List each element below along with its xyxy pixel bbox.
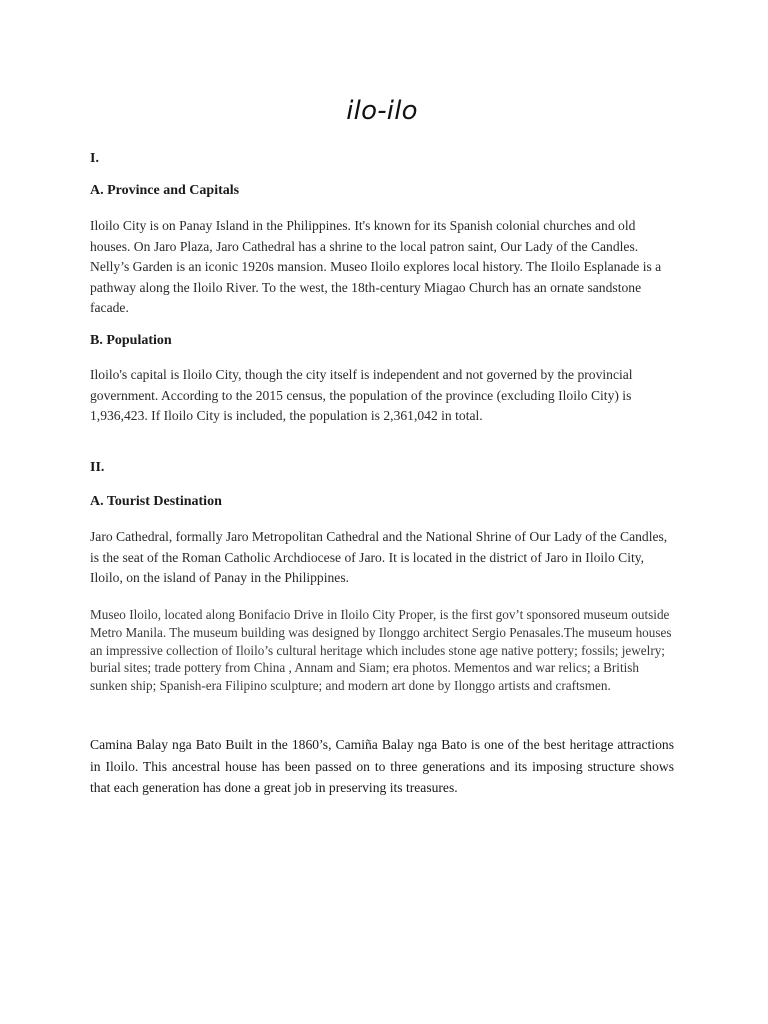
jaro-cathedral-paragraph: Jaro Cathedral, formally Jaro Metropolitan Cathedral and the National Shrine of Our Lady of the Candles, is the seat of the Roman Catholic Archdiocese of Jaro. It is located in the district of Jaro in Iloilo City, Iloilo, on the island of Panay in the Philippines. xyxy=(90,529,668,586)
section-2-numeral: II. xyxy=(90,460,105,475)
document-title: ilo-ilo xyxy=(346,96,418,126)
province-and-capitals-paragraph: Iloilo City is on Panay Island in the Philippines. It's known for its Spanish colonial churches and old houses. On Jaro Plaza, Jaro Cathedral has a shrine to the local patron saint, Our Lady of the Candles. Nelly’s Garden is an iconic 1920s mansion. Museo Iloilo explores local history. The Iloilo Esplanade is a pathway along the Iloilo River. To the west, the 18th-century Miagao Church has an ornate sandstone facade. xyxy=(90,218,662,316)
camina-balay-paragraph: Camina Balay nga Bato Built in the 1860’s, Camiña Balay nga Bato is one of the best heritage attractions in Iloilo. This ancestral house has been passed on to three generations and its imposing structure shows that each generation has done a great job in preserving its treasures. xyxy=(90,737,674,795)
population-heading: B. Population xyxy=(90,333,172,348)
section-1-numeral: I. xyxy=(90,151,99,166)
tourist-destination-heading: A. Tourist Destination xyxy=(90,494,222,509)
province-and-capitals-heading: A. Province and Capitals xyxy=(90,183,240,198)
museo-iloilo-paragraph: Museo Iloilo, located along Bonifacio Drive in Iloilo City Proper, is the first gov’t sponsored museum outside Metro Manila. The museum building was designed by Ilonggo architect Sergio Penasales.The museum houses an impressive collection of Iloilo’s cultural heritage which includes stone age native pottery; fossils; jewelry; burial sites; trade pottery from China , Annam and Siam; era photos. Mementos and war relics; a British sunken ship; Spanish-era Filipino sculpture; and modern art done by Ilonggo artists and craftsmen. xyxy=(90,607,672,694)
population-paragraph: Iloilo's capital is Iloilo City, though the city itself is independent and not governed by the provincial government. According to the 2015 census, the population of the province (excluding Iloilo City) is 1,936,423. If Iloilo City is included, the population is 2,361,042 in total. xyxy=(90,367,633,424)
